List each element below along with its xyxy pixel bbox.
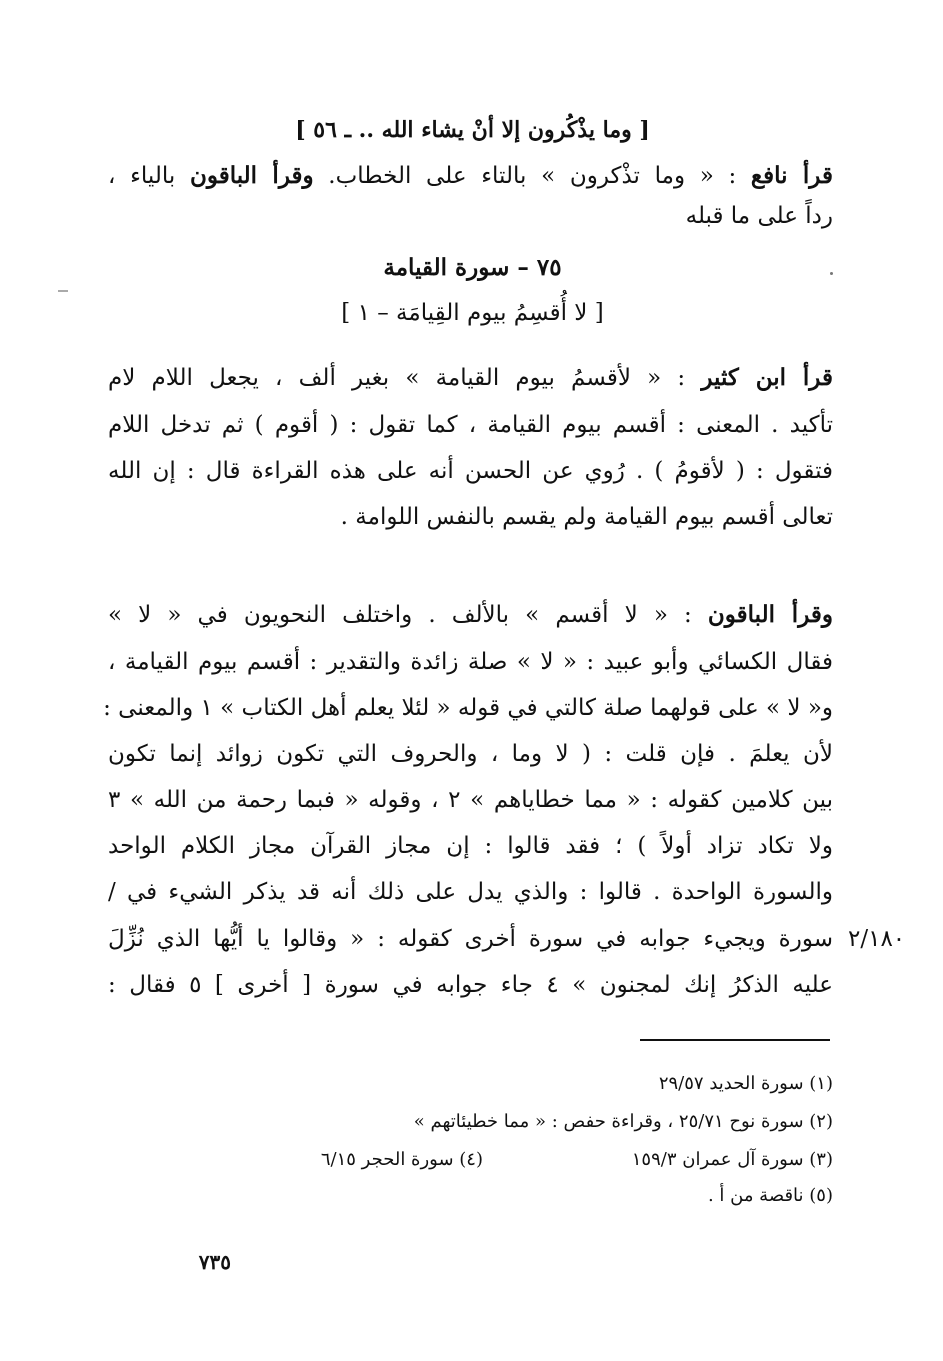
para2-line2: تأكيد . المعنى : أقسم بيوم القيامة ، كما تقول : ( أقوم ) ثم تدخل اللام [108, 412, 833, 438]
para2-line1 [108, 363, 833, 393]
para1-text: بالياء ، [108, 163, 190, 189]
margin-mark [58, 290, 68, 292]
para3-line9: عليه الذكرُ إنك لمجنون » ٤ جاء جوابه في سورة [ أخرى ] ٥ فقال : [108, 972, 833, 998]
footnote-3: (٣) سورة آل عمران ١٥٩/٣ [631, 1149, 833, 1170]
para3-line8: سورة ويجيء جوابه في سورة أخرى كقوله : « وقالوا يا أيُّها الذي نُزِّلَ [108, 926, 833, 952]
para3-text: : « لا أقسم » بالألف . واختلف النحويون في « لا » [108, 602, 708, 628]
footnote-divider [640, 1039, 830, 1041]
reader-name: وقرأ الباقون [707, 601, 833, 628]
para3-line4: لأن يعلمَ . فإن قلت : ( لا وما ، والحروف التي تكون زوائد إنما تكون [108, 741, 833, 767]
para3-line5: بين كلامين كقوله : « مما خطاياهم » ٢ ، وقوله « فبما رحمة من الله » ٣ [108, 787, 833, 813]
para2-line3: فتقول : ( لأقومُ ) . رُوي عن الحسن أنه على هذه القراءة قال : إن الله [108, 458, 833, 484]
footnote-5: (٥) ناقصة من أ . [707, 1185, 833, 1206]
footnote-4: (٤) سورة الحجر ٦/١٥ [320, 1149, 483, 1170]
para1-line2: رداً على ما قبله [685, 203, 833, 229]
para3-line7: والسورة الواحدة . قالوا : والذي يدل على ذلك أنه قد يذكر الشيء في / [108, 879, 833, 905]
reader-name: وقرأ الباقون [189, 162, 314, 189]
para1-text: : « وما تذْكرون » بالتاء على الخطاب. [313, 163, 751, 189]
para3-line2: فقال الكسائي وأبو عبيد : « لا » صلة زائدة والتقدير : أقسم بيوم القيامة ، [108, 649, 833, 675]
surah-title: ٧٥ – سورة القيامة [383, 254, 562, 281]
verse-title: [ لا أُقسِمُ بيوم القِيامَة – ١ ] [341, 300, 604, 326]
reader-name: قرأ نافع [750, 162, 833, 189]
footnote-2: (٢) سورة نوح ٢٥/٧١ ، وقراءة حفص : « مما خطيئاتهم » [413, 1111, 833, 1132]
para3-line3: و« لا » على قولهما صلة كالتي في قوله « لئلا يعلم أهل الكتاب » ١ والمعنى : [103, 695, 833, 721]
page-number: ٧٣٥ [198, 1250, 231, 1274]
footnote-1: (١) سورة الحديد ٢٩/٥٧ [658, 1073, 833, 1094]
para2-text: : « لأقسمُ بيوم القيامة » بغير ألف ، يجعل اللام لام [108, 365, 702, 391]
para1-line1 [108, 161, 833, 191]
verse-heading: [ وما يذْكُرون إلا أنْ يشاء الله .. ـ ٥٦ ] [295, 117, 650, 143]
para2-line4: تعالى أقسم بيوم القيامة ولم يقسم بالنفس اللوامة . [340, 504, 833, 530]
reader-name: قرأ ابن كثير [701, 364, 833, 391]
margin-reference: ٢/١٨٠ [848, 926, 906, 952]
para3-line6: ولا تكاد تزاد أولاً ) ؛ فقد قالوا : إن مجاز القرآن مجاز الكلام الواحد [108, 833, 833, 859]
para3-line1 [108, 600, 833, 630]
